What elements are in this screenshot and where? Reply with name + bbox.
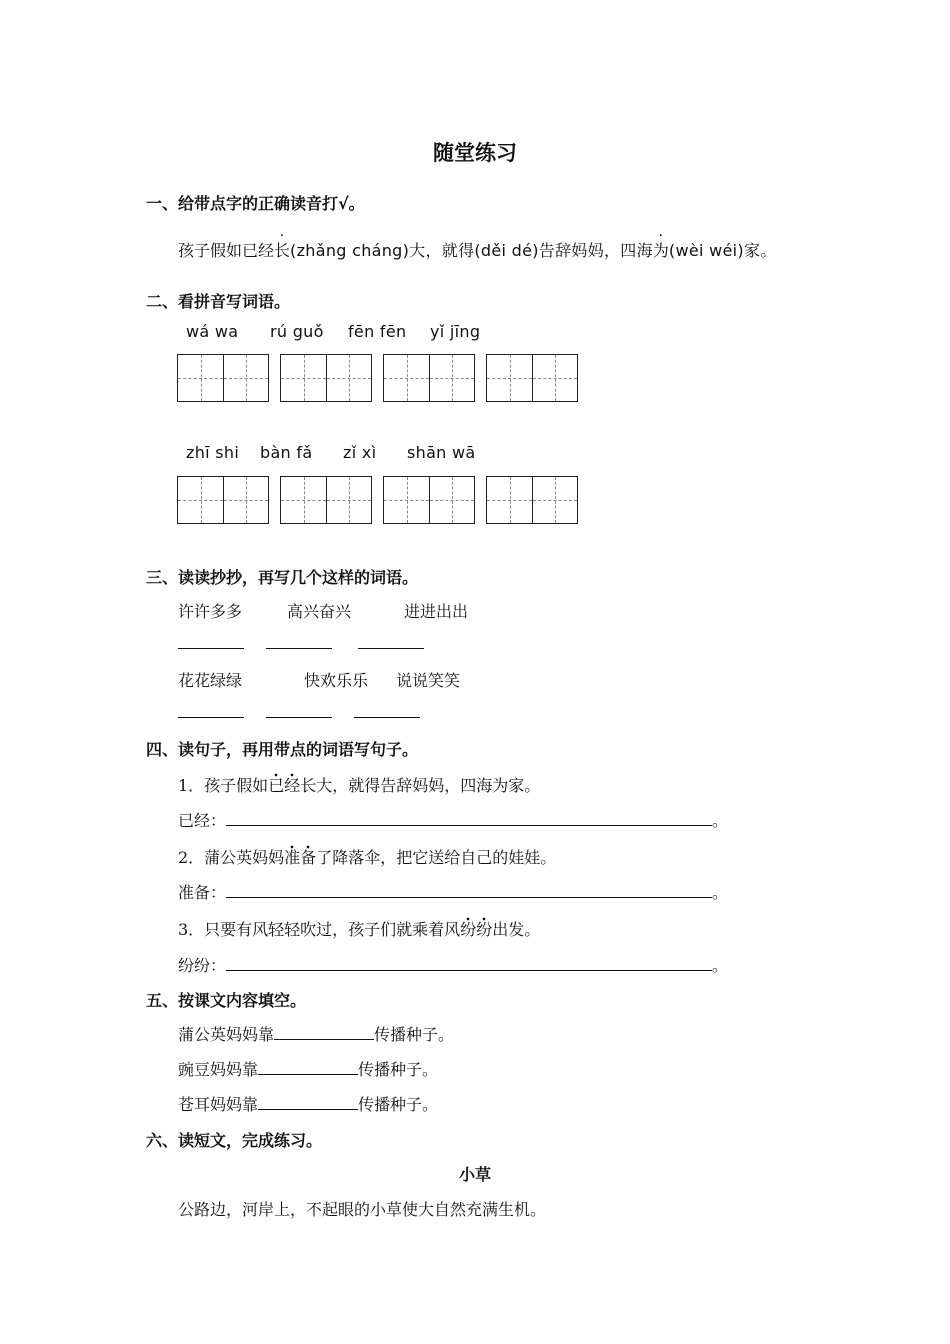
question-2: [178, 845, 556, 868]
fill-text: 传播种子。: [374, 1025, 455, 1044]
answer-label: 纷纷：: [178, 956, 227, 975]
section-2-heading: 二、看拼音写词语。: [146, 292, 291, 311]
fill-text: 苍耳妈妈靠: [178, 1095, 259, 1114]
answer-blank[interactable]: [226, 811, 712, 826]
writing-grid[interactable]: [177, 476, 269, 524]
section-5-heading: 五、按课文内容填空。: [146, 991, 307, 1010]
answer-blank[interactable]: [266, 703, 332, 718]
dotted-word: 准备: [284, 844, 316, 867]
passage-title: 小草: [458, 1165, 491, 1184]
sentence-text: (wèi wéi)家。: [668, 241, 777, 260]
answer-blank[interactable]: [354, 703, 420, 718]
pinyin-label: fēn fēn: [348, 322, 407, 341]
section-1-sentence: [178, 238, 777, 261]
fill-item: [178, 1057, 438, 1080]
sentence-text: 孩子假如已经: [178, 241, 275, 260]
word-item: 许许多多: [178, 602, 243, 621]
answer-line-2: [178, 880, 728, 903]
writing-grid[interactable]: [486, 354, 578, 402]
answer-blank[interactable]: [258, 1095, 358, 1110]
pinyin-label: bàn fǎ: [260, 443, 313, 462]
pinyin-label: zǐ xì: [343, 443, 377, 462]
writing-grid[interactable]: [177, 354, 269, 402]
pinyin-label: rú guǒ: [270, 322, 324, 341]
answer-line-1: [178, 808, 728, 831]
writing-grid[interactable]: [383, 354, 475, 402]
answer-line-3: [178, 953, 728, 976]
dotted-char: 长: [274, 241, 291, 260]
dotted-word: 已经: [268, 772, 300, 795]
sentence-text: 2．蒲公英妈妈: [178, 848, 285, 867]
period: 。: [712, 956, 729, 975]
word-item: 快欢乐乐: [304, 671, 369, 690]
answer-blank[interactable]: [358, 634, 424, 649]
word-item: 花花绿绿: [178, 671, 243, 690]
period: 。: [712, 883, 729, 902]
pinyin-label: yǐ jīng: [430, 322, 481, 341]
fill-text: 豌豆妈妈靠: [178, 1060, 259, 1079]
dotted-word: 纷纷: [460, 916, 492, 939]
question-1: [178, 773, 540, 796]
answer-blank[interactable]: [258, 1060, 358, 1075]
writing-grid[interactable]: [383, 476, 475, 524]
answer-label: 已经：: [178, 811, 227, 830]
sentence-text: 3．只要有风轻轻吹过，孩子们就乘着风: [178, 920, 461, 939]
fill-text: 传播种子。: [358, 1060, 439, 1079]
sentence-text: 1．孩子假如: [178, 776, 269, 795]
fill-item: [178, 1092, 438, 1115]
section-3-heading: 三、读读抄抄，再写几个这样的词语。: [146, 568, 419, 587]
word-item: 高兴奋兴: [287, 602, 352, 621]
pinyin-label: zhī shi: [186, 443, 240, 462]
sentence-text: 出发。: [492, 920, 541, 939]
fill-text: 蒲公英妈妈靠: [178, 1025, 275, 1044]
writing-grid[interactable]: [280, 354, 372, 402]
answer-label: 准备：: [178, 883, 227, 902]
fill-text: 传播种子。: [358, 1095, 439, 1114]
sentence-text: (zhǎng cháng)大，就得(děi dé)告辞妈妈，四海: [290, 241, 653, 260]
answer-blank[interactable]: [178, 634, 244, 649]
section-6-heading: 六、读短文，完成练习。: [146, 1131, 323, 1150]
pinyin-label: wá wa: [186, 322, 239, 341]
question-3: [178, 917, 540, 940]
writing-grid[interactable]: [486, 476, 578, 524]
section-1-heading: 一、给带点字的正确读音打√。: [146, 194, 365, 213]
sentence-text: 了降落伞，把它送给自己的娃娃。: [316, 848, 557, 867]
answer-blank[interactable]: [266, 634, 332, 649]
sentence-text: 长大，就得告辞妈妈，四海为家。: [300, 776, 541, 795]
writing-grid[interactable]: [280, 476, 372, 524]
page-title: 随堂练习: [433, 141, 517, 165]
dotted-char: 为: [652, 241, 669, 260]
word-item: 说说笑笑: [396, 671, 461, 690]
answer-blank[interactable]: [274, 1025, 374, 1040]
word-item: 进进出出: [404, 602, 469, 621]
pinyin-label: shān wā: [407, 443, 476, 462]
passage-paragraph: 公路边，河岸上，不起眼的小草使大自然充满生机。: [178, 1200, 547, 1219]
section-4-heading: 四、读句子，再用带点的词语写句子。: [146, 740, 419, 759]
answer-blank[interactable]: [226, 956, 712, 971]
answer-blank[interactable]: [226, 883, 712, 898]
answer-blank[interactable]: [178, 703, 244, 718]
fill-item: [178, 1022, 454, 1045]
period: 。: [712, 811, 729, 830]
